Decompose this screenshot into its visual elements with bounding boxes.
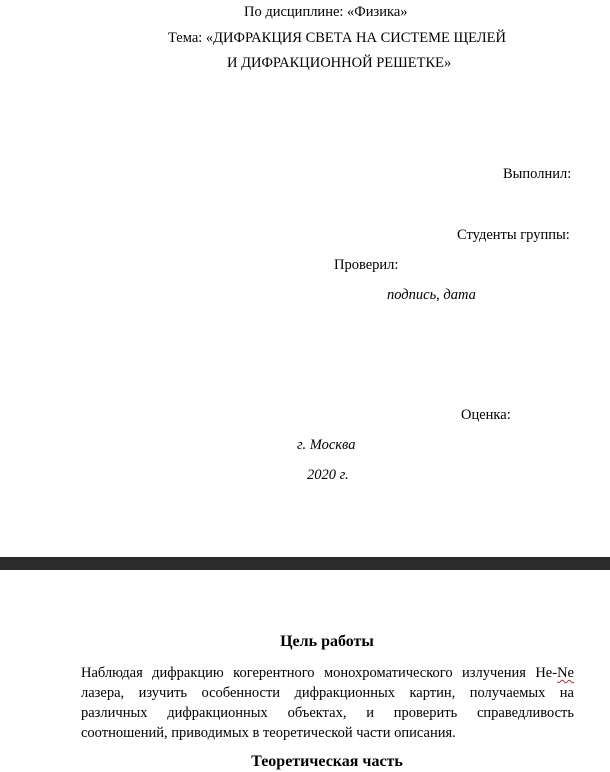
city-label: г. Москва [297, 437, 356, 453]
signature-date-label: подпись, дата [387, 287, 476, 303]
discipline-line: По дисциплине: «Физика» [244, 4, 408, 20]
content-page [0, 570, 610, 770]
page-separator [0, 557, 610, 570]
goal-paragraph [81, 663, 574, 743]
performed-by-label: Выполнил: [503, 166, 572, 182]
goal-line-1: Наблюдая дифракцию когерентного монохроматического излучения He-Ne [81, 665, 574, 681]
checked-by-label: Проверил: [334, 257, 399, 273]
goal-line-4: соотношений, приводимых в теоретической части описания. [81, 725, 456, 741]
year-label: 2020 г. [307, 467, 349, 483]
goal-line-2: лазера, изучить особенности дифракционных картин, получаемых на [81, 685, 574, 701]
topic-line-1: Тема: «ДИФРАКЦИЯ СВЕТА НА СИСТЕМЕ ЩЕЛЕЙ [168, 30, 506, 46]
students-group-label: Студенты группы: [457, 227, 570, 243]
spellcheck-underline[interactable]: Ne [557, 665, 574, 681]
topic-line-2: И ДИФРАКЦИОННОЙ РЕШЕТКЕ» [227, 55, 452, 71]
theory-heading: Теоретическая часть [251, 753, 403, 770]
goal-line-3: различных дифракционных объектах, и проверить справедливость [81, 705, 574, 721]
goal-heading: Цель работы [280, 633, 374, 650]
grade-label: Оценка: [461, 407, 511, 423]
